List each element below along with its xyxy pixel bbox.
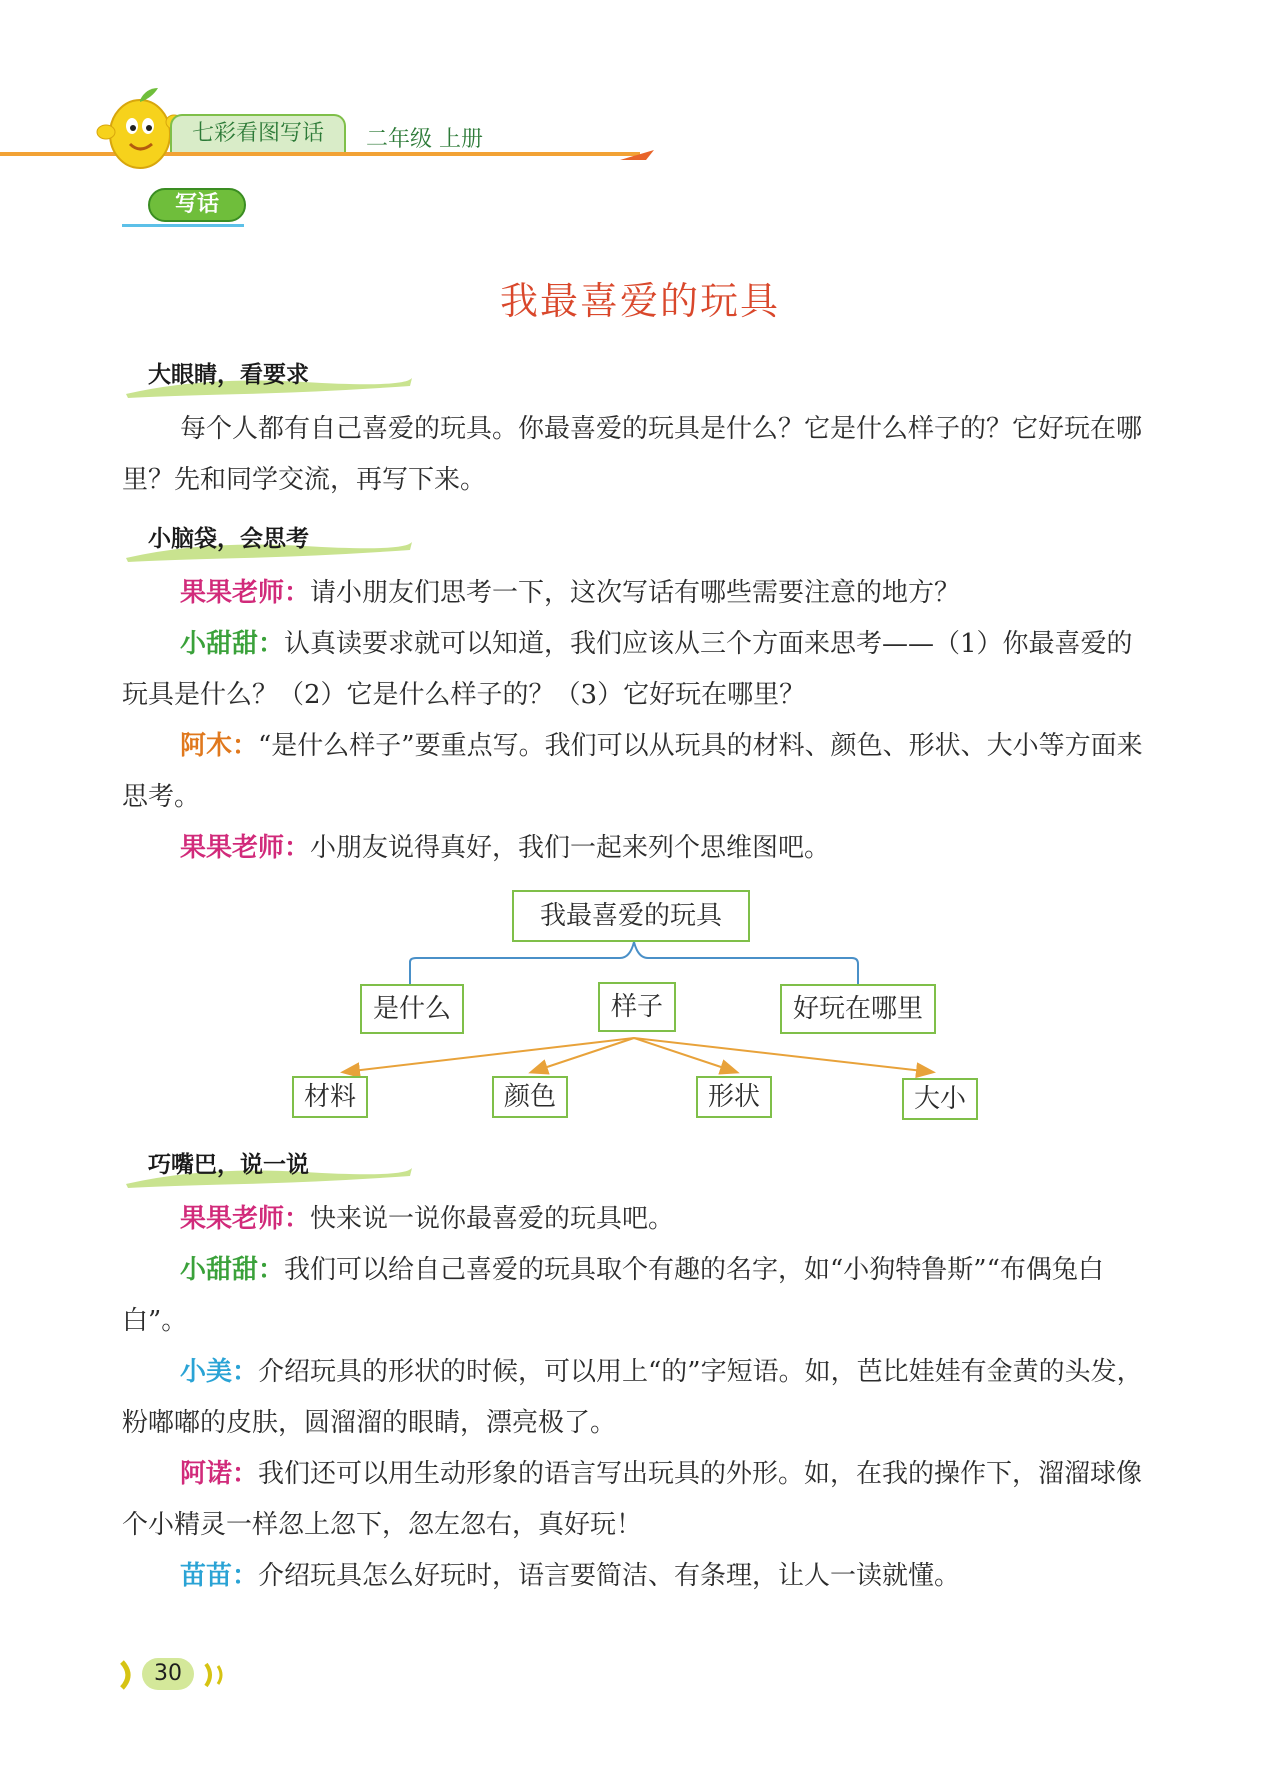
page-number-badge xyxy=(118,1656,238,1696)
dialogue-line xyxy=(122,721,1154,823)
speaker-name: 阿木： xyxy=(180,731,259,761)
bracket-connector xyxy=(410,942,858,986)
mind-map-sub-size: 大小 xyxy=(902,1078,978,1120)
subheading-requirements xyxy=(124,356,414,404)
dialogue-text: 请小朋友们思考一下，这次写话有哪些需要注意的地方？ xyxy=(310,578,961,608)
speaker-name: 小甜甜： xyxy=(180,1255,285,1285)
dialogue-text: 我们可以给自己喜爱的玩具取个有趣的名字，如“小狗特鲁斯”“布偶兔白白”。 xyxy=(122,1255,1104,1336)
lemon-mascot-icon xyxy=(96,82,180,170)
page-title: 我最喜爱的玩具 xyxy=(499,279,780,323)
dialogue-line xyxy=(122,823,1154,874)
subheading-speaking xyxy=(124,1146,414,1194)
requirement-paragraph xyxy=(122,404,1154,506)
subheading-label: 大眼睛，看要求 xyxy=(148,362,309,388)
section-badge: 写话 xyxy=(148,188,246,222)
subheading-thinking xyxy=(124,520,414,568)
mind-map-sub-shape: 形状 xyxy=(696,1076,772,1118)
header-arrow-icon xyxy=(620,148,660,162)
mind-map-sub-material: 材料 xyxy=(292,1076,368,1118)
speaker-name: 小甜甜： xyxy=(180,629,285,659)
speaker-name: 苗苗： xyxy=(180,1561,259,1591)
speaker-name: 小美： xyxy=(180,1357,259,1387)
speaker-name: 果果老师： xyxy=(180,1204,311,1234)
dialogue-text: 小朋友说得真好，我们一起来列个思维图吧。 xyxy=(310,833,831,863)
mind-map-branch-appearance: 样子 xyxy=(598,982,676,1032)
grade-label: 二年级 上册 xyxy=(366,127,483,152)
mind-map-branch-fun: 好玩在哪里 xyxy=(780,984,936,1034)
mind-map-branch-what: 是什么 xyxy=(360,984,464,1034)
dialogue-line xyxy=(122,1194,1154,1245)
page-number: 30 xyxy=(142,1658,194,1690)
subheading-label: 巧嘴巴，说一说 xyxy=(148,1152,309,1178)
dialogue-text: 快来说一说你最喜爱的玩具吧。 xyxy=(310,1204,675,1234)
arrow-to-material xyxy=(344,1038,634,1072)
dialogue-text: 我们还可以用生动形象的语言写出玩具的外形。如，在我的操作下，溜溜球像个小精灵一样忽上忽下，忽左忽右，真好玩！ xyxy=(122,1459,1143,1540)
dialogue-line xyxy=(122,568,1154,619)
dialogue-text: 介绍玩具的形状的时候，可以用上“的”字短语。如，芭比娃娃有金黄的头发，粉嘟嘟的皮肤，圆溜溜的眼睛，漂亮极了。 xyxy=(122,1357,1143,1438)
dialogue-line xyxy=(122,619,1154,721)
dialogue-text: 介绍玩具怎么好玩时，语言要简洁、有条理，让人一读就懂。 xyxy=(258,1561,961,1591)
dialogue-line xyxy=(122,1245,1154,1347)
speaker-name: 阿诺： xyxy=(180,1459,259,1489)
paragraph-text: 每个人都有自己喜爱的玩具。你最喜爱的玩具是什么？它是什么样子的？它好玩在哪里？先和同学交流，再写下来。 xyxy=(122,414,1143,495)
dialogue-line xyxy=(122,1551,1154,1602)
mind-map-root: 我最喜爱的玩具 xyxy=(512,890,750,942)
dialogue-line xyxy=(122,1449,1154,1551)
mind-map-sub-color: 颜色 xyxy=(492,1076,568,1118)
section-badge-underline xyxy=(122,224,244,227)
dialogue-text: 认真读要求就可以知道，我们应该从三个方面来思考——（1）你最喜爱的玩具是什么？（2）它是什么样子的？（3）它好玩在哪里？ xyxy=(122,629,1133,710)
dialogue-line xyxy=(122,1347,1154,1449)
subheading-label: 小脑袋，会思考 xyxy=(148,526,309,552)
book-title-tab: 七彩看图写话 xyxy=(170,114,346,152)
arrow-to-size xyxy=(634,1038,932,1072)
speaker-name: 果果老师： xyxy=(180,578,311,608)
speaker-name: 果果老师： xyxy=(180,833,311,863)
dialogue-text: “是什么样子”要重点写。我们可以从玩具的材料、颜色、形状、大小等方面来思考。 xyxy=(122,731,1143,812)
